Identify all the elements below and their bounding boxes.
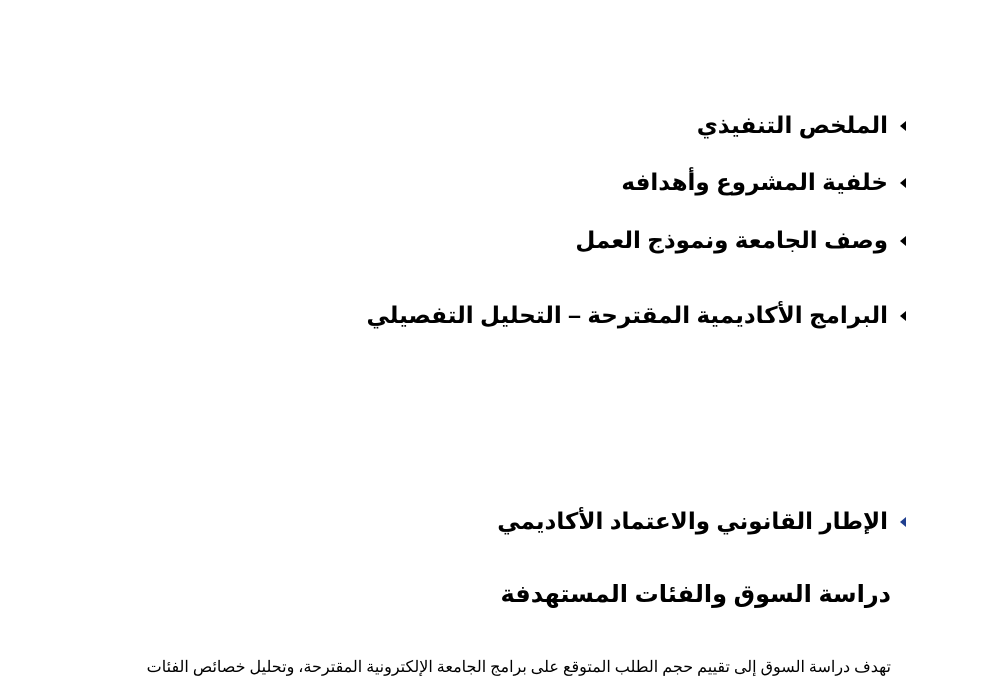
toc-item-label: الإطار القانوني والاعتماد الأكاديمي: [497, 508, 888, 534]
bullet-triangle-icon: [900, 121, 906, 131]
toc-item-legal-framework: [497, 508, 906, 535]
toc-item-executive-summary: [697, 112, 906, 139]
toc-item-label: خلفية المشروع وأهدافه: [621, 169, 888, 195]
toc-item-academic-programs: [366, 302, 906, 329]
bullet-triangle-icon: [900, 517, 906, 527]
toc-item-label: وصف الجامعة ونموذج العمل: [575, 227, 888, 253]
toc-item-label: البرامج الأكاديمية المقترحة – التحليل التفصيلي: [366, 302, 888, 328]
toc-item-label: الملخص التنفيذي: [696, 112, 888, 138]
section-heading: دراسة السوق والفئات المستهدفة: [500, 581, 891, 608]
bullet-triangle-icon: [900, 311, 906, 321]
toc-item-project-background: [621, 169, 906, 196]
bullet-triangle-icon: [900, 236, 906, 246]
toc-item-university-description: [575, 227, 906, 254]
bullet-triangle-icon: [900, 178, 906, 188]
body-paragraph: تهدف دراسة السوق إلى تقييم حجم الطلب المتوقع على برامج الجامعة الإلكترونية المقترحة، وتحليل خصائص الفئات: [146, 659, 891, 676]
